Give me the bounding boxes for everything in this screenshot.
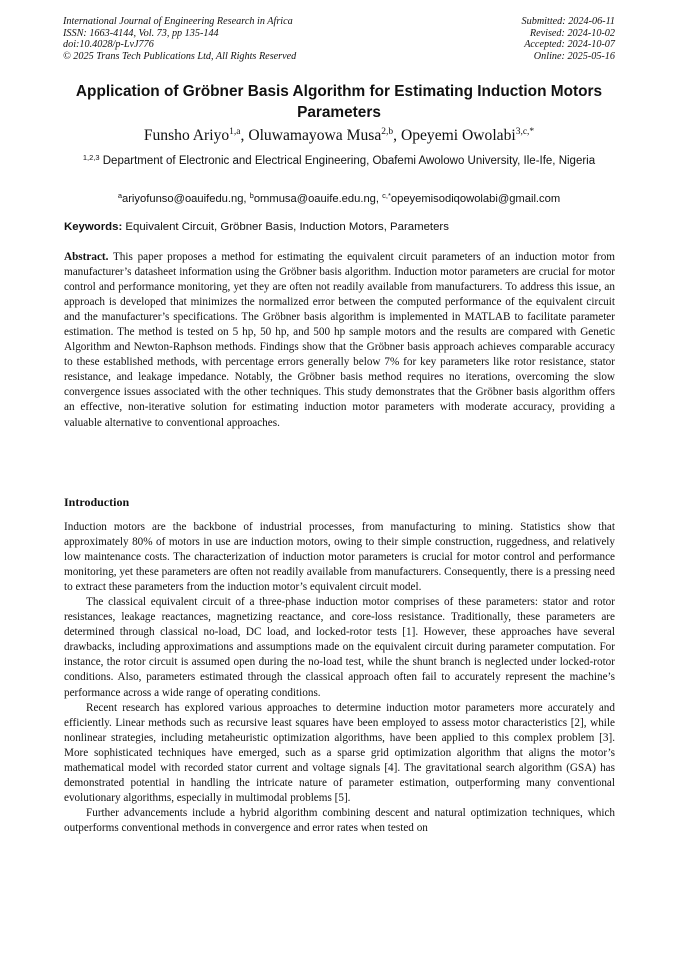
keywords: [64, 220, 624, 235]
author-name: Opeyemi Owolabi: [400, 127, 516, 144]
keywords-label: Keywords:: [64, 221, 123, 233]
paragraph: Further advancements include a hybrid algorithm combining descent and natural optimization techniques, which outperforms conventional methods in convergence and error rates when tested on: [64, 806, 615, 834]
journal-name: International Journal of Engineering Research in Africa: [63, 16, 293, 27]
paragraph: Recent research has explored various approaches to determine induction motor parameters more accurately and efficiently. Linear methods such as recursive least squares have been employed to assess motor characteristics [2], while nonlinear strategies, including metaheuristic optimization algorithms, have been applied to this complex problem [3]. More sophisticated techniques have emerged, such as a sparse grid optimization algorithm that aligns the motor’s mathematical model with recorded stator current and voltage signals [4]. The gravitational search algorithm (GSA) has demonstrated potential in handling the intricate nature of parameter estimation, outperforming many conventional evolutionary algorithms, especially in multimodal problems [5].: [64, 701, 615, 804]
date-submitted: Submitted: 2024-06-11: [521, 16, 615, 27]
keywords-text: Equivalent Circuit, Gröbner Basis, Induction Motors, Parameters: [125, 221, 449, 233]
journal-info: [63, 16, 296, 62]
affiliation: [60, 154, 618, 169]
abstract-label: Abstract.: [64, 251, 109, 263]
section-heading-introduction: Introduction: [64, 495, 130, 509]
author-name: Funsho Ariyo: [143, 127, 230, 144]
email-mark: b: [249, 191, 254, 200]
email-link[interactable]: ariyofunso@oauifedu.ng,: [121, 193, 247, 205]
affiliation-mark: 1,2,3: [82, 153, 100, 162]
date-revised: Revised: 2024-10-02: [529, 27, 615, 39]
email-link[interactable]: ommusa@oauife.edu.ng,: [253, 193, 379, 205]
paragraph: The classical equivalent circuit of a three-phase induction motor comprises of these parameters: stator and rotor resistances, leakage reactances, magnetizing reactance, and core-loss resistance. Traditionally, these parameters are determined through classical no-load, DC load, and locked-rotor tests [1]. However, these approaches have several drawbacks, including approximations and assumptions made on the equivalent circuit during parameter computation. For instance, the rotor circuit is assumed open during the no-load test, while the shunt branch is neglected under locked-rotor conditions. Also, parameters estimated through the classical approach often fail to accurately represent the machine’s performance across a wide range of operating conditions.: [64, 596, 615, 699]
email-mark: c,*: [382, 191, 391, 200]
author-affil-mark: 3,c,*: [515, 127, 535, 137]
journal-doi[interactable]: doi:10.4028/p-LvJ776: [63, 39, 154, 51]
date-accepted: Accepted: 2024-10-07: [524, 39, 615, 51]
author-list: Funsho Ariyo$^{1,a}$, Oluwamayowa Musa$^{2,b}$, Opeyemi Owolabi$^{3,c,*}$: [143, 127, 535, 144]
author-emails: [40, 192, 638, 206]
introduction-body: [64, 520, 615, 836]
paper-title: Application of Gröbner Basis Algorithm for Estimating Induction Motors Parameters: [75, 83, 603, 121]
submission-dates: [522, 16, 615, 62]
abstract-text: This paper proposes a method for estimating the equivalent circuit parameters of an induction motor from manufacturer’s datasheet information using the Gröbner basis algorithm. Induction motor parameters are crucial for motor control and performance monitoring, yet they are often not readily available from manufacturers. To address this issue, an approach is developed that minimizes the normalized error between the computed performance of the equivalent circuit and the manufacturer’s specifications. The Gröbner basis algorithm is implemented in MATLAB to facilitate parameter estimation. The method is tested on 5 hp, 50 hp, and 500 hp sample motors and the results are compared with Genetic Algorithm and Newton-Raphson methods. Findings show that the Gröbner basis approach achieves comparable accuracy to these established methods, with percentage errors generally below 7% for key parameters like rotor resistance, stator resistance, and leakage impedance. Notably, the Gröbner basis method requires no iterations, overcoming the slow convergence issues associated with the other techniques. This study demonstrates that the Gröbner basis algorithm offers an effective, non-iterative solution for estimating induction motor parameters with moderate accuracy, providing a valuable alternative to conventional approaches.: [64, 251, 615, 429]
author-name: Oluwamayowa Musa: [248, 127, 382, 144]
author-affil-mark: 1,a: [229, 127, 241, 137]
paragraph: Induction motors are the backbone of industrial processes, from manufacturing to mining. Statistics show that approximately 80% of motors in use are induction motors, owing to their simple construction, ruggedness, and relatively low maintenance costs. The characterization of induction motor parameters is crucial for motor control and performance monitoring, yet these parameters are often not readily available from manufacturers. Consequently, there is a pressing need to extract these parameters from the induction motor’s equivalent circuit model.: [64, 521, 615, 594]
abstract: [64, 250, 615, 431]
affiliation-text: Department of Electronic and Electrical Engineering, Obafemi Awolowo University, Ile-Ife, Nigeria: [102, 155, 596, 167]
author-affil-mark: 2,b: [381, 127, 394, 137]
email-mark: a: [117, 191, 122, 200]
journal-copyright: © 2025 Trans Tech Publications Ltd, All Rights Reserved: [63, 50, 297, 62]
journal-issn: ISSN: 1663-4144, Vol. 73, pp 135-144: [63, 27, 219, 39]
date-online: Online: 2025-05-16: [533, 50, 615, 62]
email-link[interactable]: opeyemisodiqowolabi@gmail.com: [390, 193, 561, 205]
